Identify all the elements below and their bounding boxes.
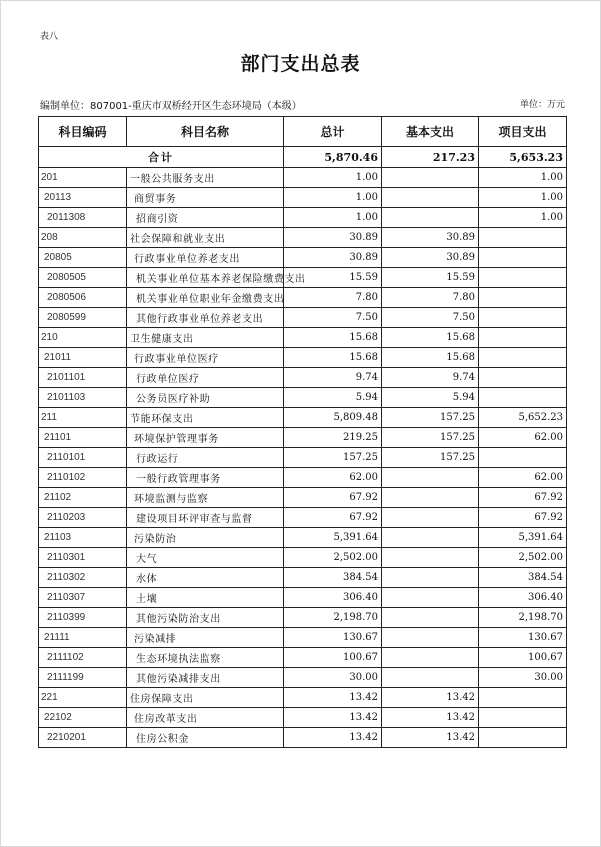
total-sum: 5,870.46: [284, 147, 382, 168]
table-row: [39, 528, 567, 548]
row-code: 21111: [39, 628, 127, 648]
row-basic: 30.89: [382, 248, 479, 268]
table-row: [39, 328, 567, 348]
row-code: 210: [39, 328, 127, 348]
table-row: [39, 248, 567, 268]
row-total: 9.74: [284, 368, 382, 388]
row-project: 30.00: [479, 668, 567, 688]
table-row: [39, 288, 567, 308]
table-row: [39, 348, 567, 368]
row-basic: 13.42: [382, 708, 479, 728]
row-name: 建设项目环评审查与监督: [127, 508, 284, 528]
table-row: [39, 628, 567, 648]
header-project: 项目支出: [479, 117, 567, 147]
row-project: [479, 728, 567, 748]
row-basic: 9.74: [382, 368, 479, 388]
header-total: 总计: [284, 117, 382, 147]
row-name: 行政事业单位医疗: [127, 348, 284, 368]
row-code: 21011: [39, 348, 127, 368]
row-project: [479, 228, 567, 248]
row-basic: 157.25: [382, 448, 479, 468]
row-project: [479, 308, 567, 328]
row-name: 其他污染防治支出: [127, 608, 284, 628]
row-name: 一般公共服务支出: [127, 168, 284, 188]
table-row: [39, 708, 567, 728]
row-project: 2,502.00: [479, 548, 567, 568]
row-project: 67.92: [479, 488, 567, 508]
row-project: [479, 688, 567, 708]
row-code: 21101: [39, 428, 127, 448]
row-project: 2,198.70: [479, 608, 567, 628]
row-total: 67.92: [284, 508, 382, 528]
row-total: 2,198.70: [284, 608, 382, 628]
row-total: 15.68: [284, 348, 382, 368]
row-basic: [382, 548, 479, 568]
row-code: 208: [39, 228, 127, 248]
row-project: [479, 388, 567, 408]
row-basic: [382, 508, 479, 528]
row-name: 行政单位医疗: [127, 368, 284, 388]
row-project: [479, 288, 567, 308]
row-basic: [382, 648, 479, 668]
row-name: 污染减排: [127, 628, 284, 648]
table-row: [39, 568, 567, 588]
total-project: 5,653.23: [479, 147, 567, 168]
row-code: 201: [39, 168, 127, 188]
row-total: 100.67: [284, 648, 382, 668]
table-row: [39, 388, 567, 408]
row-code: 2080505: [39, 268, 127, 288]
row-project: [479, 248, 567, 268]
row-project: 5,652.23: [479, 408, 567, 428]
row-code: 211: [39, 408, 127, 428]
row-basic: 157.25: [382, 408, 479, 428]
row-name: 住房公积金: [127, 728, 284, 748]
row-name: 行政运行: [127, 448, 284, 468]
row-basic: [382, 588, 479, 608]
table-row: [39, 588, 567, 608]
row-basic: [382, 608, 479, 628]
row-total: 62.00: [284, 468, 382, 488]
row-project: 100.67: [479, 648, 567, 668]
row-basic: 13.42: [382, 728, 479, 748]
table-row: [39, 488, 567, 508]
row-code: 2110302: [39, 568, 127, 588]
row-basic: 15.59: [382, 268, 479, 288]
row-code: 20113: [39, 188, 127, 208]
row-total: 30.00: [284, 668, 382, 688]
compiling-unit: 编制单位：807001-重庆市双桥经开区生态环境局（本级）: [40, 101, 302, 112]
row-total: 1.00: [284, 208, 382, 228]
row-total: 15.68: [284, 328, 382, 348]
row-total: 130.67: [284, 628, 382, 648]
row-total: 30.89: [284, 228, 382, 248]
header-name: 科目名称: [127, 117, 284, 147]
row-total: 30.89: [284, 248, 382, 268]
row-project: 67.92: [479, 508, 567, 528]
row-code: 2210201: [39, 728, 127, 748]
header-row: [39, 117, 567, 147]
row-code: 2111102: [39, 648, 127, 668]
row-project: 62.00: [479, 468, 567, 488]
row-name: 招商引资: [127, 208, 284, 228]
total-row: [39, 147, 567, 168]
row-total: 2,502.00: [284, 548, 382, 568]
table-row: [39, 408, 567, 428]
row-name: 大气: [127, 548, 284, 568]
row-name: 机关事业单位职业年金缴费支出: [127, 288, 284, 308]
row-name: 节能环保支出: [127, 408, 284, 428]
table-row: [39, 548, 567, 568]
table-row: [39, 668, 567, 688]
row-name: 一般行政管理事务: [127, 468, 284, 488]
row-basic: 7.50: [382, 308, 479, 328]
table-row: [39, 648, 567, 668]
row-basic: [382, 488, 479, 508]
row-basic: [382, 188, 479, 208]
table-row: [39, 608, 567, 628]
page-title: 部门支出总表: [240, 53, 361, 75]
row-name: 污染防治: [127, 528, 284, 548]
row-code: 2101103: [39, 388, 127, 408]
table-row: [39, 728, 567, 748]
row-basic: [382, 528, 479, 548]
row-total: 1.00: [284, 168, 382, 188]
row-name: 住房保障支出: [127, 688, 284, 708]
table-row: [39, 428, 567, 448]
row-project: 306.40: [479, 588, 567, 608]
table-row: [39, 268, 567, 288]
row-project: 1.00: [479, 168, 567, 188]
row-code: 20805: [39, 248, 127, 268]
total-label: 合计: [39, 147, 284, 168]
row-code: 2111199: [39, 668, 127, 688]
expenditure-table: [38, 116, 567, 748]
row-name: 社会保障和就业支出: [127, 228, 284, 248]
row-basic: 15.68: [382, 348, 479, 368]
row-code: 2110301: [39, 548, 127, 568]
row-total: 219.25: [284, 428, 382, 448]
row-name: 生态环境执法监察: [127, 648, 284, 668]
row-name: 住房改革支出: [127, 708, 284, 728]
header-code: 科目编码: [39, 117, 127, 147]
row-total: 306.40: [284, 588, 382, 608]
row-project: [479, 328, 567, 348]
row-project: [479, 368, 567, 388]
row-basic: [382, 468, 479, 488]
table-row: [39, 468, 567, 488]
total-basic: 217.23: [382, 147, 479, 168]
row-code: 2110102: [39, 468, 127, 488]
row-name: 行政事业单位养老支出: [127, 248, 284, 268]
row-code: 2110399: [39, 608, 127, 628]
table-row: [39, 368, 567, 388]
row-name: 环境保护管理事务: [127, 428, 284, 448]
row-basic: [382, 668, 479, 688]
row-total: 13.42: [284, 728, 382, 748]
row-project: 62.00: [479, 428, 567, 448]
row-project: [479, 268, 567, 288]
row-name: 机关事业单位基本养老保险缴费支出: [127, 268, 284, 288]
row-total: 13.42: [284, 688, 382, 708]
row-code: 2080506: [39, 288, 127, 308]
row-total: 15.59: [284, 268, 382, 288]
table-row: [39, 508, 567, 528]
row-total: 5,391.64: [284, 528, 382, 548]
header-basic: 基本支出: [382, 117, 479, 147]
row-basic: [382, 168, 479, 188]
row-basic: 157.25: [382, 428, 479, 448]
row-basic: 13.42: [382, 688, 479, 708]
row-name: 卫生健康支出: [127, 328, 284, 348]
row-code: 2080599: [39, 308, 127, 328]
row-project: 1.00: [479, 208, 567, 228]
row-total: 7.50: [284, 308, 382, 328]
row-total: 67.92: [284, 488, 382, 508]
table-row: [39, 188, 567, 208]
row-name: 水体: [127, 568, 284, 588]
row-basic: 5.94: [382, 388, 479, 408]
row-code: 2011308: [39, 208, 127, 228]
row-project: [479, 348, 567, 368]
row-total: 7.80: [284, 288, 382, 308]
table-row: [39, 168, 567, 188]
table-row: [39, 228, 567, 248]
row-name: 公务员医疗补助: [127, 388, 284, 408]
row-basic: [382, 208, 479, 228]
row-code: 2110203: [39, 508, 127, 528]
row-code: 22102: [39, 708, 127, 728]
row-total: 384.54: [284, 568, 382, 588]
row-total: 157.25: [284, 448, 382, 468]
row-project: 130.67: [479, 628, 567, 648]
row-project: [479, 448, 567, 468]
row-code: 21102: [39, 488, 127, 508]
currency-unit: 单位：万元: [519, 100, 565, 110]
row-code: 2110101: [39, 448, 127, 468]
row-basic: [382, 568, 479, 588]
row-total: 5,809.48: [284, 408, 382, 428]
row-basic: 30.89: [382, 228, 479, 248]
table-row: [39, 448, 567, 468]
row-name: 其他行政事业单位养老支出: [127, 308, 284, 328]
row-basic: [382, 628, 479, 648]
row-basic: 15.68: [382, 328, 479, 348]
row-code: 2101101: [39, 368, 127, 388]
row-project: 1.00: [479, 188, 567, 208]
row-project: 384.54: [479, 568, 567, 588]
table-row: [39, 308, 567, 328]
row-name: 商贸事务: [127, 188, 284, 208]
row-project: 5,391.64: [479, 528, 567, 548]
row-total: 13.42: [284, 708, 382, 728]
row-total: 1.00: [284, 188, 382, 208]
row-code: 21103: [39, 528, 127, 548]
table-row: [39, 208, 567, 228]
row-name: 环境监测与监察: [127, 488, 284, 508]
row-name: 其他污染减排支出: [127, 668, 284, 688]
table-number: 表八: [40, 32, 59, 42]
row-name: 土壤: [127, 588, 284, 608]
row-code: 2110307: [39, 588, 127, 608]
row-total: 5.94: [284, 388, 382, 408]
row-code: 221: [39, 688, 127, 708]
row-project: [479, 708, 567, 728]
table-row: [39, 688, 567, 708]
row-basic: 7.80: [382, 288, 479, 308]
